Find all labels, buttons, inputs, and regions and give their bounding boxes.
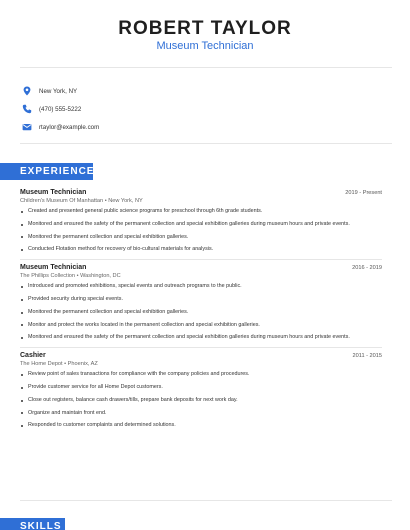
resume-job-title: Museum Technician: [156, 40, 254, 52]
job-dates: 2016 - 2019: [352, 265, 382, 272]
job-divider: [20, 347, 382, 348]
job-bullet: Conducted Flotation method for recovery of bio-cultural materials for analysis.: [20, 246, 382, 254]
contact-email: [22, 118, 99, 136]
header-divider: [20, 67, 392, 68]
job-bullet: Close out registers, balance cash drawers/tills, prepare bank deposits for next work day.: [20, 397, 382, 405]
contact-list: [22, 82, 99, 136]
contact-phone-text: (470) 555-5222: [39, 105, 82, 113]
job-bullets: [20, 371, 382, 430]
job-entry: [20, 264, 382, 342]
job-company: Children's Museum Of Manhattan • New York, NY: [20, 198, 143, 204]
job-bullet: Provide customer service for all Home Depot customers.: [20, 384, 382, 392]
resume-name: ROBERT TAYLOR: [118, 18, 292, 39]
job-dates: 2011 - 2015: [352, 353, 382, 360]
phone-icon: [22, 104, 32, 114]
email-icon: [22, 122, 32, 132]
section-heading-experience: EXPERIENCE: [0, 163, 93, 180]
job-bullet: Monitor and protect the works located in the permanent collection and special exhibition galleries.: [20, 322, 382, 330]
job-bullet: Created and presented general public science programs for preschool through 6th grade students.: [20, 208, 382, 216]
section-heading-skills: SKILLS: [0, 518, 65, 530]
job-bullet: Monitored the permanent collection and special exhibition galleries.: [20, 234, 382, 242]
job-company: The Phillips Collection • Washington, DC: [20, 273, 121, 280]
job-dates: 2019 - Present: [345, 190, 382, 196]
contact-location-text: New York, NY: [39, 87, 78, 95]
job-entry: [20, 189, 382, 254]
job-bullet: Responded to customer complaints and determined solutions.: [20, 422, 382, 430]
contact-divider: [20, 143, 392, 144]
job-title: Museum Technician: [20, 264, 87, 272]
experience-list: [20, 189, 382, 435]
job-bullet: Monitored and ensured the safety of the permanent collection and special exhibition galleries during museum hours and private events.: [20, 221, 382, 229]
contact-email-text: rtaylor@example.com: [39, 123, 100, 131]
job-bullet: Organize and maintain front end.: [20, 410, 382, 418]
job-title: Museum Technician: [20, 189, 87, 196]
job-bullet: Introduced and promoted exhibitions, special events and outreach programs to the public.: [20, 283, 382, 291]
experience-divider: [20, 500, 392, 501]
location-pin-icon: [22, 86, 32, 96]
job-bullet: Monitored the permanent collection and special exhibition galleries.: [20, 309, 382, 317]
contact-location: [22, 82, 99, 100]
job-bullets: [20, 283, 382, 342]
job-bullet: Monitored and ensured the safety of the permanent collection and special exhibition galleries during museum hours and private events.: [20, 334, 382, 342]
job-entry: [20, 352, 382, 430]
contact-phone: [22, 100, 99, 118]
job-bullets: [20, 208, 382, 254]
job-bullet: Provided security during special events.: [20, 296, 382, 304]
job-bullet: Review point of sales transactions for compliance with the company policies and procedures.: [20, 371, 382, 379]
job-divider: [20, 259, 382, 260]
job-company: The Home Depot • Phoenix, AZ: [20, 361, 98, 368]
job-title: Cashier: [20, 352, 46, 360]
